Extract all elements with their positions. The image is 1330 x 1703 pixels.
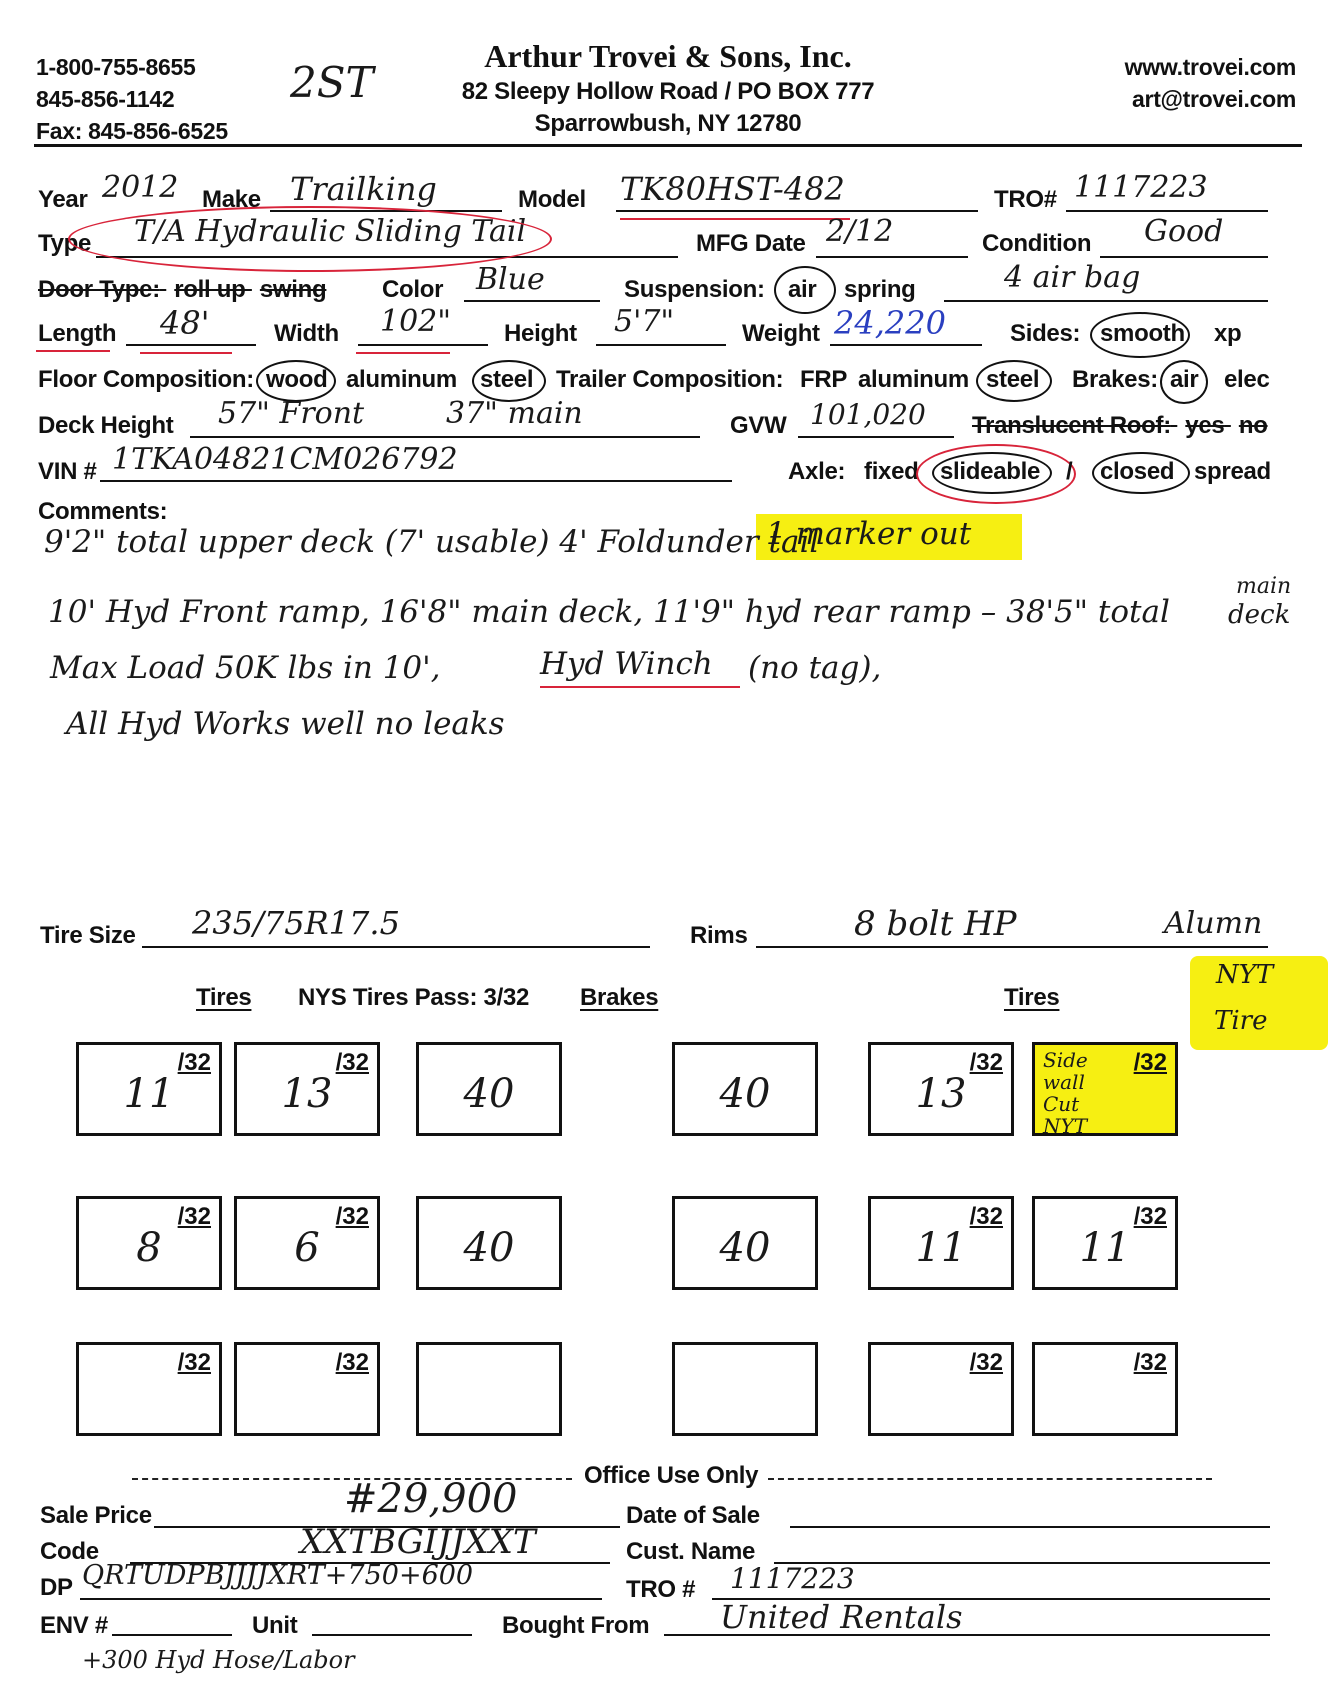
- tire-box-r1-c2: [234, 1042, 380, 1136]
- tire-fraction: /32: [177, 1049, 211, 1076]
- axle-spread: spread: [1194, 458, 1271, 485]
- deck-height-line: [190, 436, 700, 438]
- door-type-struck: [38, 276, 326, 304]
- tread-value: 40: [463, 1225, 515, 1271]
- office-dash-right: [768, 1478, 1212, 1480]
- tire-size-label: Tire Size: [40, 922, 136, 949]
- width-label: Width: [274, 320, 339, 347]
- suspension-line: [944, 300, 1268, 302]
- model-label: Model: [518, 186, 586, 213]
- comment-line-3a: Max Load 50K lbs in 10',: [50, 650, 441, 686]
- tire-box-r1-c5: [868, 1042, 1014, 1136]
- company-name: Arthur Trovei & Sons, Inc.: [484, 38, 852, 74]
- tread-value: 11: [1079, 1225, 1131, 1271]
- brakes-label: Brakes:: [1072, 366, 1158, 393]
- tire-fraction: /32: [335, 1049, 369, 1076]
- tire-size-value: 235/75R17.5: [192, 904, 400, 942]
- footnote: +300 Hyd Hose/Labor: [82, 1646, 355, 1674]
- color-value: Blue: [476, 262, 545, 297]
- vin-line: [100, 480, 732, 482]
- tire-fraction: /32: [177, 1349, 211, 1376]
- tire-fraction: /32: [335, 1349, 369, 1376]
- env-line: [112, 1634, 232, 1636]
- dp-value: QRTUDPBJJJJXRT+750+600: [82, 1560, 474, 1591]
- make-value: Trailking: [290, 170, 437, 208]
- comment-line-2: 10' Hyd Front ramp, 16'8" main deck, 11'9" hyd rear ramp – 38'5" total: [48, 594, 1170, 630]
- axle-slideable: slideable: [940, 458, 1041, 485]
- address-line-2: Sparrowbush, NY 12780: [534, 110, 802, 137]
- fax: Fax: 845-856-6525: [36, 118, 228, 144]
- office-tro-value: 1117223: [730, 1562, 855, 1595]
- tread-value: 8: [136, 1225, 162, 1271]
- axle-closed-circle: [1092, 452, 1190, 494]
- comments-label: Comments:: [38, 498, 168, 525]
- tread-value: 40: [719, 1071, 771, 1117]
- year-label: Year: [38, 186, 88, 213]
- bought-from-value: United Rentals: [720, 1598, 963, 1636]
- condition-label: Condition: [982, 230, 1092, 257]
- model-value: TK80HST-482: [620, 170, 845, 208]
- suspension-spring: spring: [844, 276, 916, 303]
- tread-value: 40: [463, 1071, 515, 1117]
- deck-front: 57" Front: [218, 396, 365, 431]
- brakes-air: air: [1170, 366, 1199, 393]
- tire-fraction: /32: [969, 1049, 1003, 1076]
- phone-2: 845-856-1142: [36, 86, 175, 112]
- type-label: Type: [38, 230, 92, 257]
- sidewall-note: Side wall Cut NYT: [1043, 1048, 1088, 1138]
- mfg-line: [816, 256, 968, 258]
- tire-fraction: /32: [1133, 1349, 1167, 1376]
- tires-header-left: Tires: [196, 984, 252, 1011]
- rims-line: [756, 946, 1268, 948]
- width-value: 102": [380, 304, 452, 339]
- env-label: ENV #: [40, 1612, 108, 1639]
- model-line: [616, 210, 978, 212]
- length-red-underline: [36, 350, 110, 352]
- brakes-elec: elec: [1224, 366, 1270, 393]
- trailer-steel: steel: [986, 366, 1040, 393]
- weight-value: 24,220: [834, 304, 946, 342]
- comment-line-1-highlight: 1 marker out: [766, 516, 972, 552]
- header-divider: [34, 144, 1302, 147]
- tire-fraction: /32: [177, 1203, 211, 1230]
- condition-value: Good: [1144, 214, 1224, 249]
- tread-value: 13: [281, 1071, 333, 1117]
- trailer-frp: FRP: [800, 366, 848, 393]
- height-label: Height: [504, 320, 577, 347]
- sides-smooth: smooth: [1100, 320, 1185, 347]
- bought-from-line: [664, 1634, 1270, 1636]
- nyt-note-top: NYT: [1216, 960, 1274, 990]
- sides-label: Sides:: [1010, 320, 1081, 347]
- model-red-underline: [620, 218, 850, 220]
- code-value: XXTBGIJJXXT: [300, 1522, 536, 1562]
- deck-main: 37" main: [446, 396, 583, 431]
- tro-label: TRO#: [994, 186, 1057, 213]
- length-value: 48': [160, 304, 210, 342]
- comment-line-3c: (no tag),: [748, 650, 882, 686]
- website: www.trovei.com: [1124, 54, 1296, 80]
- tires-header-right: Tires: [1004, 984, 1060, 1011]
- handwritten-code: 2ST: [290, 58, 374, 107]
- tire-fraction: /32: [1133, 1203, 1167, 1230]
- suspension-note: 4 air bag: [1004, 260, 1141, 295]
- roof-yes: yes: [1185, 412, 1225, 439]
- sale-price-value: #29,900: [344, 1476, 518, 1522]
- gvw-label: GVW: [730, 412, 787, 439]
- sides-xp: xp: [1214, 320, 1242, 347]
- dp-line: [80, 1598, 602, 1600]
- floor-wood: wood: [266, 366, 328, 393]
- trailer-comp-label: Trailer Composition:: [556, 366, 784, 393]
- comment-line-1: 9'2" total upper deck (7' usable) 4' Foldunder tail: [44, 524, 820, 560]
- nys-tires-pass: NYS Tires Pass: 3/32: [298, 984, 530, 1011]
- tire-size-line: [142, 946, 650, 948]
- tro-value: 1117223: [1074, 170, 1208, 205]
- roof-label: Translucent Roof:: [972, 412, 1171, 439]
- color-label: Color: [382, 276, 444, 303]
- tire-fraction: /32: [335, 1203, 369, 1230]
- hyd-winch-red-underline: [540, 686, 740, 688]
- height-value: 5'7": [614, 304, 675, 339]
- tro-line: [1066, 210, 1268, 212]
- tire-box-r2-c1: [76, 1196, 222, 1290]
- gvw-value: 101,020: [810, 398, 926, 431]
- tire-fraction: /32: [1133, 1049, 1167, 1076]
- axle-fixed: fixed: [864, 458, 919, 485]
- year-value: 2012: [102, 170, 179, 205]
- tread-value: 13: [915, 1071, 967, 1117]
- comment-note-deck: deck: [1228, 600, 1291, 630]
- floor-aluminum: aluminum: [346, 366, 457, 393]
- sides-smooth-circle: [1090, 312, 1190, 358]
- brake-box-r2-c3: [416, 1196, 562, 1290]
- length-label: Length: [38, 320, 117, 347]
- color-line: [464, 300, 600, 302]
- width-red-underline: [356, 352, 450, 354]
- length-value-red-underline: [140, 352, 232, 354]
- roof-no: no: [1238, 412, 1268, 439]
- comment-line-4: All Hyd Works well no leaks: [66, 706, 505, 742]
- code-label: Code: [40, 1538, 99, 1565]
- brake-box-r3-c3: [416, 1342, 562, 1436]
- brake-box-r1-c4: [672, 1042, 818, 1136]
- tire-box-r1-c1: [76, 1042, 222, 1136]
- address-line-1: 82 Sleepy Hollow Road / PO BOX 777: [461, 78, 875, 105]
- gvw-line: [798, 436, 954, 438]
- brake-box-r1-c3: [416, 1042, 562, 1136]
- brakes-header: Brakes: [580, 984, 659, 1011]
- floor-label: Floor Composition:: [38, 366, 254, 393]
- condition-line: [1100, 256, 1268, 258]
- length-line: [126, 344, 256, 346]
- suspension-air: air: [788, 276, 817, 303]
- brake-box-r2-c4: [672, 1196, 818, 1290]
- suspension-air-circle: [774, 266, 836, 314]
- office-tro-label: TRO #: [626, 1576, 696, 1603]
- tire-fraction: /32: [969, 1349, 1003, 1376]
- suspension-label: Suspension:: [624, 276, 765, 303]
- dp-label: DP: [40, 1574, 73, 1601]
- translucent-roof-struck: [972, 412, 1268, 440]
- brakes-air-circle: [1160, 360, 1208, 404]
- phone: 1-800-755-8655: [36, 54, 196, 80]
- tread-value: 6: [294, 1225, 320, 1271]
- trailer-steel-circle: [976, 360, 1052, 402]
- axle-slash: /: [1066, 458, 1073, 485]
- tire-box-r2-c6: [1032, 1196, 1178, 1290]
- height-line: [596, 344, 726, 346]
- tire-box-r2-c5: [868, 1196, 1014, 1290]
- mfg-label: MFG Date: [696, 230, 806, 257]
- comment-note-main: main: [1236, 574, 1292, 599]
- deck-height-label: Deck Height: [38, 412, 174, 439]
- door-roll-up: roll up: [174, 276, 246, 303]
- tread-value: 40: [719, 1225, 771, 1271]
- date-of-sale-line: [790, 1526, 1270, 1528]
- width-line: [358, 344, 488, 346]
- sale-price-label: Sale Price: [40, 1502, 152, 1529]
- axle-label: Axle:: [788, 458, 846, 485]
- rims-value: 8 bolt HP: [854, 904, 1017, 944]
- tire-box-r3-c1: [76, 1342, 222, 1436]
- door-swing: swing: [259, 276, 327, 303]
- tire-box-r3-c6: [1032, 1342, 1178, 1436]
- rims-note: Alumn: [1164, 906, 1263, 941]
- axle-closed: closed: [1100, 458, 1175, 485]
- cust-name-label: Cust. Name: [626, 1538, 756, 1565]
- tire-box-r3-c2: [234, 1342, 380, 1436]
- weight-line: [830, 344, 982, 346]
- unit-line: [312, 1634, 472, 1636]
- office-use-label: Office Use Only: [584, 1462, 759, 1489]
- mfg-value: 2/12: [826, 214, 894, 249]
- brake-box-r3-c4: [672, 1342, 818, 1436]
- tread-value: 11: [123, 1071, 175, 1117]
- rims-label: Rims: [690, 922, 748, 949]
- weight-label: Weight: [742, 320, 820, 347]
- bought-from-label: Bought From: [502, 1612, 650, 1639]
- vin-label: VIN #: [38, 458, 97, 485]
- date-of-sale-label: Date of Sale: [626, 1502, 760, 1529]
- tire-fraction: /32: [969, 1203, 1003, 1230]
- floor-steel: steel: [480, 366, 534, 393]
- axle-slideable-red-circle: [916, 444, 1076, 504]
- tire-box-r1-c6: [1032, 1042, 1178, 1136]
- door-type-label: Door Type:: [38, 276, 160, 303]
- make-label: Make: [202, 186, 261, 213]
- unit-label: Unit: [252, 1612, 298, 1639]
- tread-value: 11: [915, 1225, 967, 1271]
- tire-box-r2-c2: [234, 1196, 380, 1290]
- type-value: T/A Hydraulic Sliding Tail: [134, 214, 527, 249]
- email: art@trovei.com: [1132, 86, 1296, 112]
- vin-value: 1TKA04821CM026792: [112, 442, 458, 477]
- tire-box-r3-c5: [868, 1342, 1014, 1436]
- nyt-note-bottom: Tire: [1214, 1006, 1268, 1036]
- comment-line-3b: Hyd Winch: [540, 646, 713, 682]
- trailer-aluminum: aluminum: [858, 366, 969, 393]
